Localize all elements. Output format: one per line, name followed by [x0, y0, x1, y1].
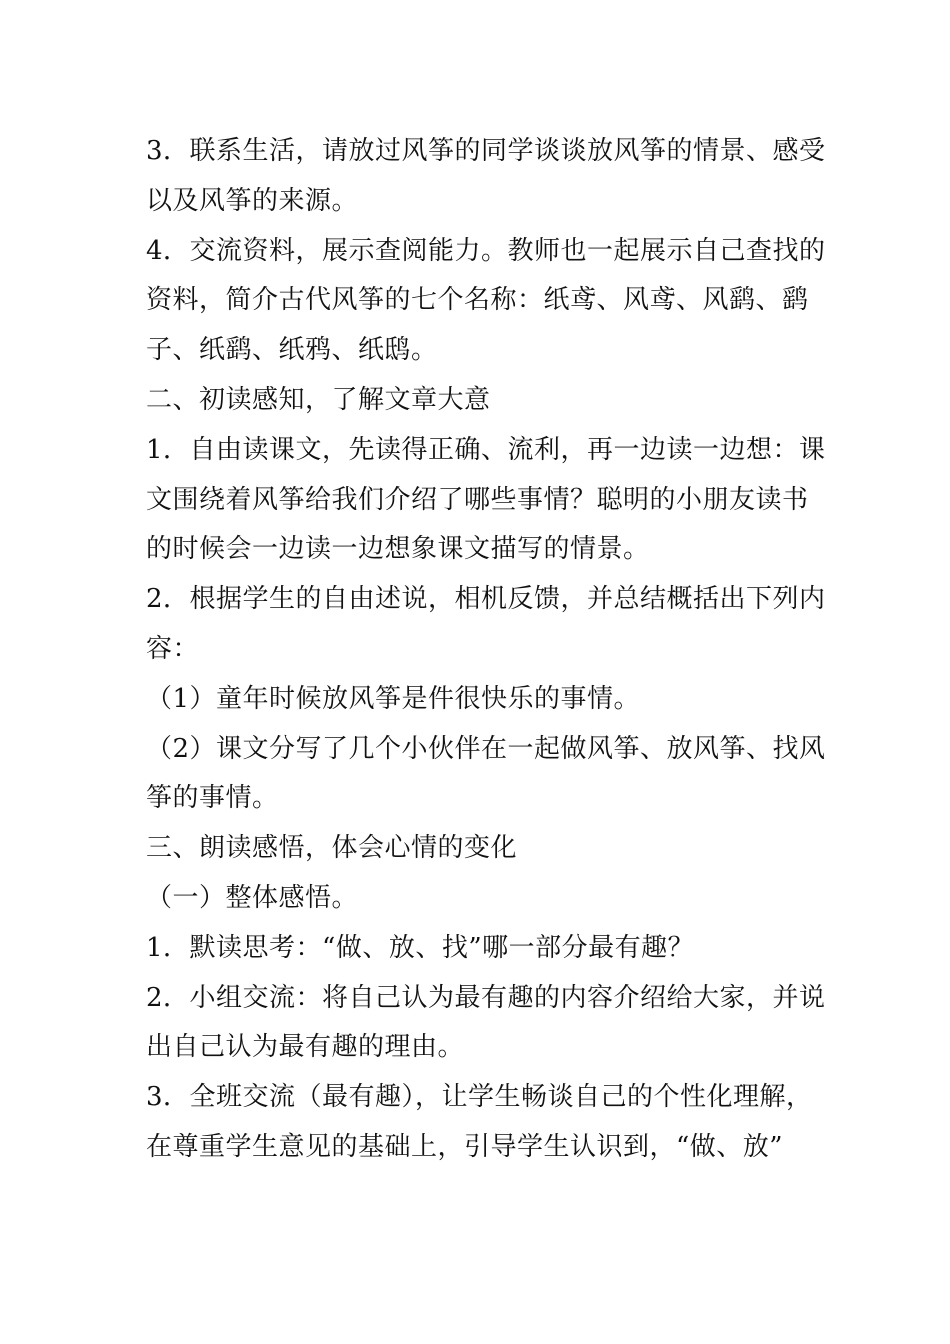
- text-line: 在尊重学生意见的基础上，引导学生认识到，“做、放”: [146, 1131, 784, 1162]
- text-line: 资料，简介古代风筝的七个名称：纸鸢、风鸢、风鹞、鹞: [146, 285, 809, 316]
- text-line: 子、纸鹞、纸鸦、纸鸱。: [146, 335, 438, 366]
- text-line: 2．小组交流：将自己认为最有趣的内容介绍给大家，并说: [146, 982, 826, 1013]
- text-line: 文围绕着风筝给我们介绍了哪些事情？聪明的小朋友读书: [146, 484, 809, 515]
- list-item: （1）童年时候放风筝是件很快乐的事情。: [146, 683, 641, 714]
- section-heading: 三、朗读感悟，体会心情的变化: [146, 833, 518, 864]
- text-line: 容：: [146, 633, 200, 664]
- text-line: 2．根据学生的自由述说，相机反馈，并总结概括出下列内: [146, 584, 826, 615]
- text-line: 出自己认为最有趣的理由。: [146, 1032, 465, 1063]
- text-line: 4．交流资料，展示查阅能力。教师也一起展示自己查找的: [146, 235, 826, 266]
- text-line: 的时候会一边读一边想象课文描写的情景。: [146, 534, 650, 565]
- subsection-heading: （一）整体感悟。: [146, 882, 359, 913]
- text-line: 以及风筝的来源。: [146, 185, 359, 216]
- text-line: 筝的事情。: [146, 783, 279, 814]
- text-line: 1．自由读课文，先读得正确、流利，再一边读一边想：课: [146, 434, 826, 465]
- text-line: 3．联系生活，请放过风筝的同学谈谈放风筝的情景、感受: [146, 136, 826, 166]
- text-line: 3．全班交流（最有趣），让学生畅谈自己的个性化理解，: [146, 1082, 813, 1113]
- document-body: [146, 127, 826, 1173]
- list-item: （2）课文分写了几个小伙伴在一起做风筝、放风筝、找风: [146, 733, 826, 764]
- section-heading: 二、初读感知，了解文章大意: [146, 384, 491, 415]
- text-line: 1．默读思考：“做、放、找”哪一部分最有趣？: [146, 932, 695, 963]
